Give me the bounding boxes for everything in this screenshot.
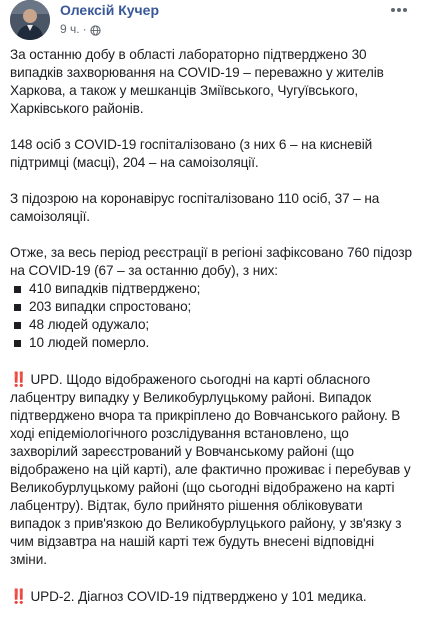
- author-name[interactable]: Олексій Кучер: [60, 2, 159, 18]
- post-time[interactable]: 9 ч.: [60, 22, 80, 36]
- list-item-text: 410 випадків підтверджено;: [29, 281, 201, 296]
- avatar[interactable]: [10, 0, 50, 40]
- list-item: [10, 316, 412, 334]
- post-paragraph: З підозрою на коронавірус госпіталізовано 110 осіб, 37 – на самоізоляції.: [10, 191, 380, 224]
- more-dots-icon: [390, 7, 408, 13]
- post-paragraph: 148 осіб з COVID-19 госпіталізовано (з них 6 – на кисневій підтримці (масці), 204 – на самоізоляції.: [10, 137, 373, 170]
- update-paragraph: [10, 587, 412, 606]
- more-options-button[interactable]: [388, 2, 410, 18]
- post-paragraph: За останню добу в області лабораторно підтверджено 30 випадків захворювання на COVID-19 – переважно у жителів Харкова, а також у мешканців Зміївського, Чугуївського, Харківського районів.: [10, 47, 384, 116]
- list-item-text: 48 людей одужало;: [29, 317, 150, 332]
- post-meta: [60, 21, 101, 37]
- list-item: [10, 298, 412, 316]
- update-text: UPD. Щодо відображеного сьогодні на карті обласного лабцентру випадку у Великобурлуцькому районі. Випадок підтверджено вчора та прикріплено до Вовчанського району. В ході епідеміологічного розслідування встановлено, що захворілий зареєстрований у Вовчанському районі (що відображено на цій карті), але фактично проживає і перебував у Великобурлуцькому районі (що сьогодні відображено на карті лабцентру). Відтак, було прийнято рішення обліковувати випадок з прив'язкою до Великобурлуцького району, у зв'язку з чим відзавтра на нашій карті теж будуть внесені відповідні зміни.: [10, 372, 411, 567]
- post-header: [0, 0, 424, 44]
- stats-list: [10, 280, 412, 352]
- globe-icon[interactable]: [90, 24, 101, 35]
- list-item: [10, 334, 412, 352]
- black-square-icon: [14, 304, 21, 311]
- black-square-icon: [14, 286, 21, 293]
- update-paragraph: [10, 370, 412, 569]
- double-exclamation-icon: ‼️: [10, 588, 27, 604]
- black-square-icon: [14, 340, 21, 347]
- double-exclamation-icon: ‼️: [10, 371, 27, 387]
- meta-separator: ·: [82, 22, 87, 36]
- black-square-icon: [14, 322, 21, 329]
- post-body: [10, 46, 412, 624]
- update-text: UPD-2. Діагноз COVID-19 підтверджено у 101 медика.: [30, 589, 367, 604]
- post-paragraph: Отже, за весь період реєстрації в регіоні зафіксовано 760 підозр на COVID-19 (67 – за останню добу), з них:: [10, 245, 412, 278]
- list-item: [10, 280, 412, 298]
- list-item-text: 203 випадки спростовано;: [29, 299, 192, 314]
- list-item-text: 10 людей померло.: [29, 335, 150, 350]
